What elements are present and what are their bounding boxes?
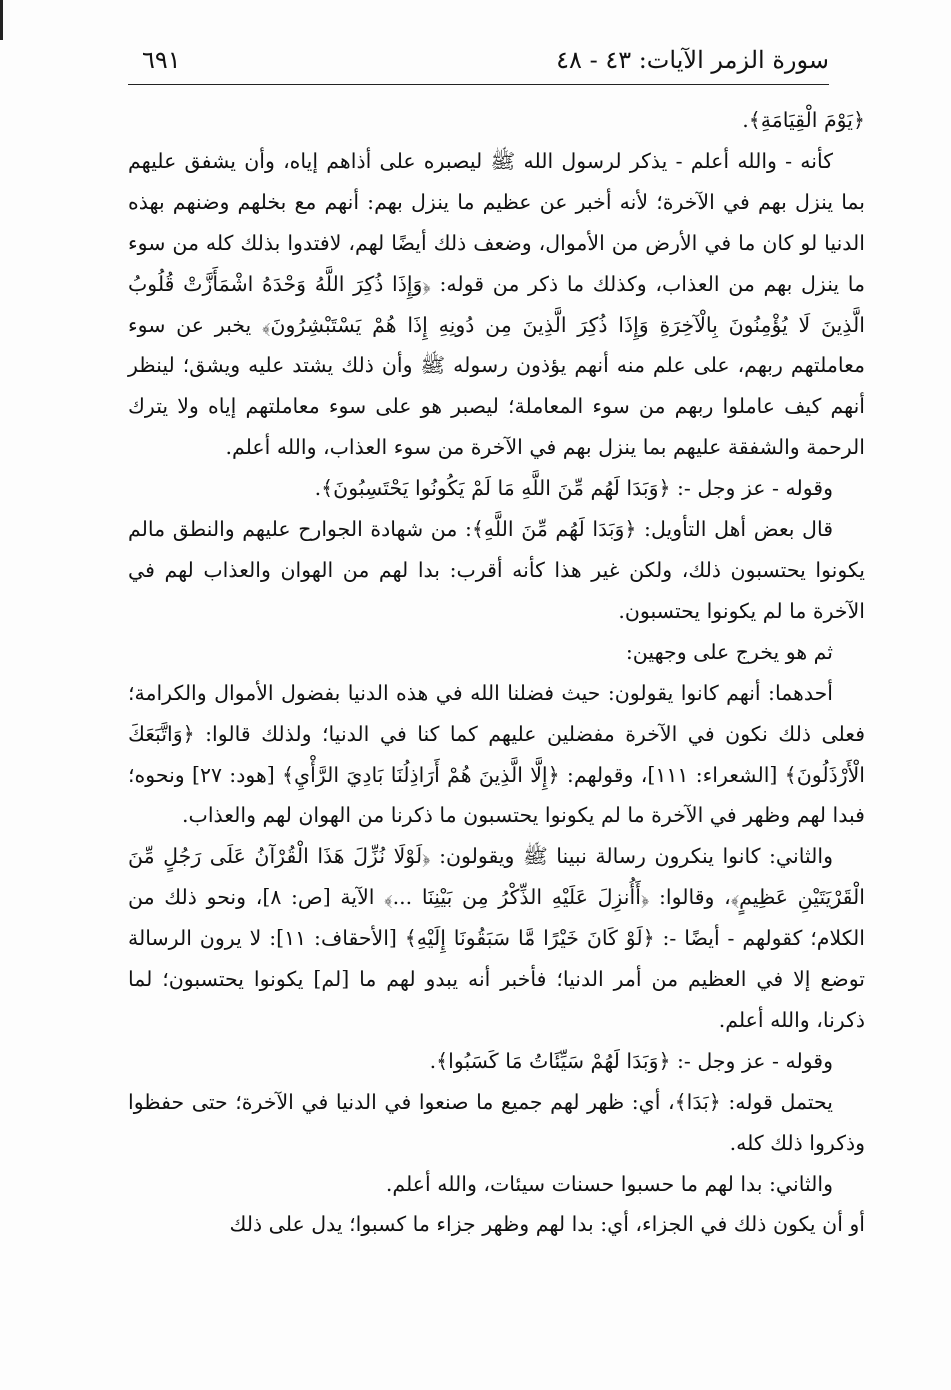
body-text (128, 100, 865, 1245)
page-header (128, 40, 829, 80)
page-number: ٦٩١ (142, 46, 181, 74)
header-rule (128, 84, 829, 85)
paragraph-7: وقوله - عز وجل -: ﴿وَبَدَا لَهُمْ سَيِّئَاتُ مَا كَسَبُوا﴾. (429, 1048, 833, 1073)
paragraph-3: قال بعض أهل التأويل: ﴿وَبَدَا لَهُم مِّنَ اللَّهِ﴾: من شهادة الجوارح عليهم والنطق مالم يكونوا يحتسبون ذلك، ولكن غير هذا كأنه أقرب: بدا لهم من الهوان والعذاب لهم في الآخرة ما لم يكونوا يحتسبون. (128, 517, 865, 623)
paragraph-5: أحدهما: أنهم كانوا يقولون: حيث فضلنا الله في هذه الدنيا بفضول الأموال والكرامة؛ فعلى ذلك نكون في الآخرة مفضلين عليهم كما كنا في الدنيا؛ ولذلك قالوا: ﴿وَاتَّبَعَكَ الْأَرْذَلُونَ﴾ [الشعراء: ١١١]، وقولهم: ﴿إِلَّا الَّذِينَ هُمْ أَرَاذِلُنَا بَادِيَ الرَّأْيِ﴾ [هود: ٢٧] ونحوه؛ فبدا لهم وظهر في الآخرة ما لم يكونوا يحتسبون ما ذكرنا من الهوان لهم والعذاب. (128, 680, 866, 828)
paragraph-8: يحتمل قوله: ﴿بَدَا﴾، أي: ظهر لهم جميع ما صنعوا في الدنيا في الآخرة؛ حتى حفظوا وذكروا ذلك كله. (128, 1089, 865, 1155)
scan-edge-mark (0, 0, 3, 40)
paragraph-4: ثم هو يخرج على وجهين: (625, 639, 833, 664)
paragraph-1: كأنه - والله أعلم - يذكر لرسول الله ﷺ ليصبره على أذاهم إياه، وأن يشفق عليهم بما ينزل بهم في الآخرة؛ لأنه أخبر عن عظيم ما ينزل بهم: أنهم مع بخلهم وضنهم بهذه الدنيا لو كان ما في الأرض من الأموال، وضعف ذلك أيضًا لهم، لافتدوا بذلك كله من سوء ما ينزل بهم من العذاب، وكذلك ما ذكر من قوله: ﴿وَإِذَا ذُكِرَ اللَّهُ وَحْدَهُ اشْمَأَزَّتْ قُلُوبُ الَّذِينَ لَا يُؤْمِنُونَ بِالْآخِرَةِ وَإِذَا ذُكِرَ الَّذِينَ مِن دُونِهِ إِذَا هُمْ يَسْتَبْشِرُونَ﴾ يخبر عن سوء معاملتهم ربهم، على علم منه أنهم يؤذون رسوله ﷺ وأن ذلك يشتد عليه ويشق؛ لينظر أنهم كيف عاملوا ربهم من سوء المعاملة؛ ليصبر هو على سوء معاملتهم إياه ولا يترك الرحمة والشفقة عليهم بما ينزل بهم في الآخرة من سوء العذاب، والله أعلم. (128, 148, 865, 460)
paragraph-10: أو أن يكون ذلك في الجزاء، أي: بدا لهم وظهر جزاء ما كسبوا؛ يدل على ذلك (229, 1212, 865, 1237)
paragraph-6: والثاني: كانوا ينكرون رسالة نبينا ﷺ ويقولون: ﴿لَوْلَا نُزِّلَ هَذَا الْقُرْآنُ عَلَى رَجُلٍ مِّنَ الْقَرْيَتَيْنِ عَظِيمٍ﴾، وقالوا: ﴿أَأُنزِلَ عَلَيْهِ الذِّكْرُ مِن بَيْنِنَا ...﴾ الآية [ص: ٨]، ونحو ذلك من الكلام؛ كقولهم - أيضًا -: ﴿لَوْ كَانَ خَيْرًا مَّا سَبَقُونَا إِلَيْهِ﴾ [الأحقاف: ١١]: لا يرون الرسالة توضع إلا في العظيم من أمر الدنيا؛ فأخبر أنه يبدو لهم ما [لم] يكونوا يحتسبون؛ لما ذكرنا، والله أعلم. (128, 844, 865, 1032)
paragraph-9: والثاني: بدا لهم ما حسبوا حسنات سيئات، والله أعلم. (385, 1171, 833, 1196)
paragraph-0: ﴿يَوْمَ الْقِيَامَةِ﴾. (742, 108, 865, 132)
paragraph-2: وقوله - عز وجل -: ﴿وَبَدَا لَهُم مِّنَ اللَّهِ مَا لَمْ يَكُونُوا يَحْتَسِبُونَ﴾. (314, 476, 833, 501)
running-title: سورة الزمر الآيات: ٤٣ - ٤٨ (556, 46, 829, 74)
